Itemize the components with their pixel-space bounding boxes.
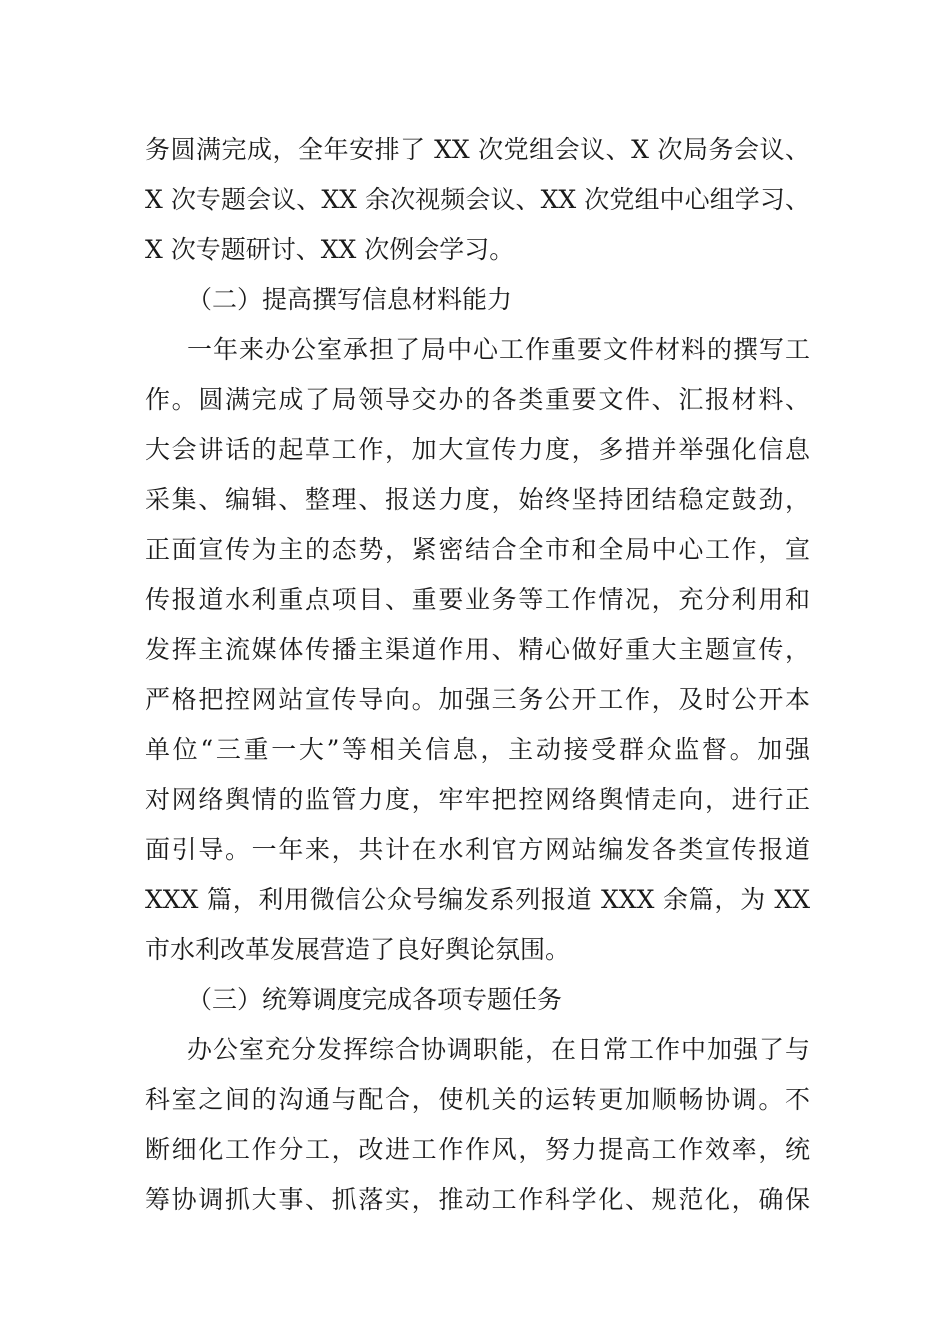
text-line: 传报道水利重点项目、重要业务等工作情况，充分利用和 (145, 585, 810, 614)
text-line: 市水利改革发展营造了良好舆论氛围。 (145, 935, 571, 964)
text-line: XXX 篇，利用微信公众号编发系列报道 XXX 余篇，为 XX (145, 885, 810, 914)
text-line: 科室之间的沟通与配合，使机关的运转更加顺畅协调。不 (145, 1085, 810, 1114)
text-line: 单位“三重一大”等相关信息，主动接受群众监督。加强 (145, 735, 810, 764)
text-line: 面引导。一年来，共计在水利官方网站编发各类宣传报道 (145, 835, 810, 864)
text-line: 对网络舆情的监管力度，牢牢把控网络舆情走向，进行正 (145, 785, 810, 814)
text-line: 作。圆满完成了局领导交办的各类重要文件、汇报材料、 (145, 385, 810, 414)
text-line: 务圆满完成，全年安排了 XX 次党组会议、X 次局务会议、 (145, 135, 810, 164)
text-line: 筹协调抓大事、抓落实，推动工作科学化、规范化，确保 (145, 1185, 810, 1214)
text-line: 一年来办公室承担了局中心工作重要文件材料的撰写工 (187, 335, 810, 364)
text-line: 办公室充分发挥综合协调职能，在日常工作中加强了与 (187, 1035, 810, 1064)
text-line: 断细化工作分工，改进工作作风，努力提高工作效率，统 (145, 1135, 810, 1164)
text-line: X 次专题研讨、XX 次例会学习。 (145, 235, 515, 264)
text-line: 采集、编辑、整理、报送力度，始终坚持团结稳定鼓劲， (145, 485, 810, 514)
text-line: 发挥主流媒体传播主渠道作用、精心做好重大主题宣传， (145, 635, 810, 664)
text-line: X 次专题会议、XX 余次视频会议、XX 次党组中心组学习、 (145, 185, 810, 214)
section-heading: （三）统筹调度完成各项专题任务 (187, 985, 563, 1014)
section-heading: （二）提高撰写信息材料能力 (187, 285, 513, 314)
text-line: 严格把控网站宣传导向。加强三务公开工作，及时公开本 (145, 685, 810, 714)
text-line: 正面宣传为主的态势，紧密结合全市和全局中心工作，宣 (145, 535, 810, 564)
text-line: 大会讲话的起草工作，加大宣传力度，多措并举强化信息 (145, 435, 810, 464)
